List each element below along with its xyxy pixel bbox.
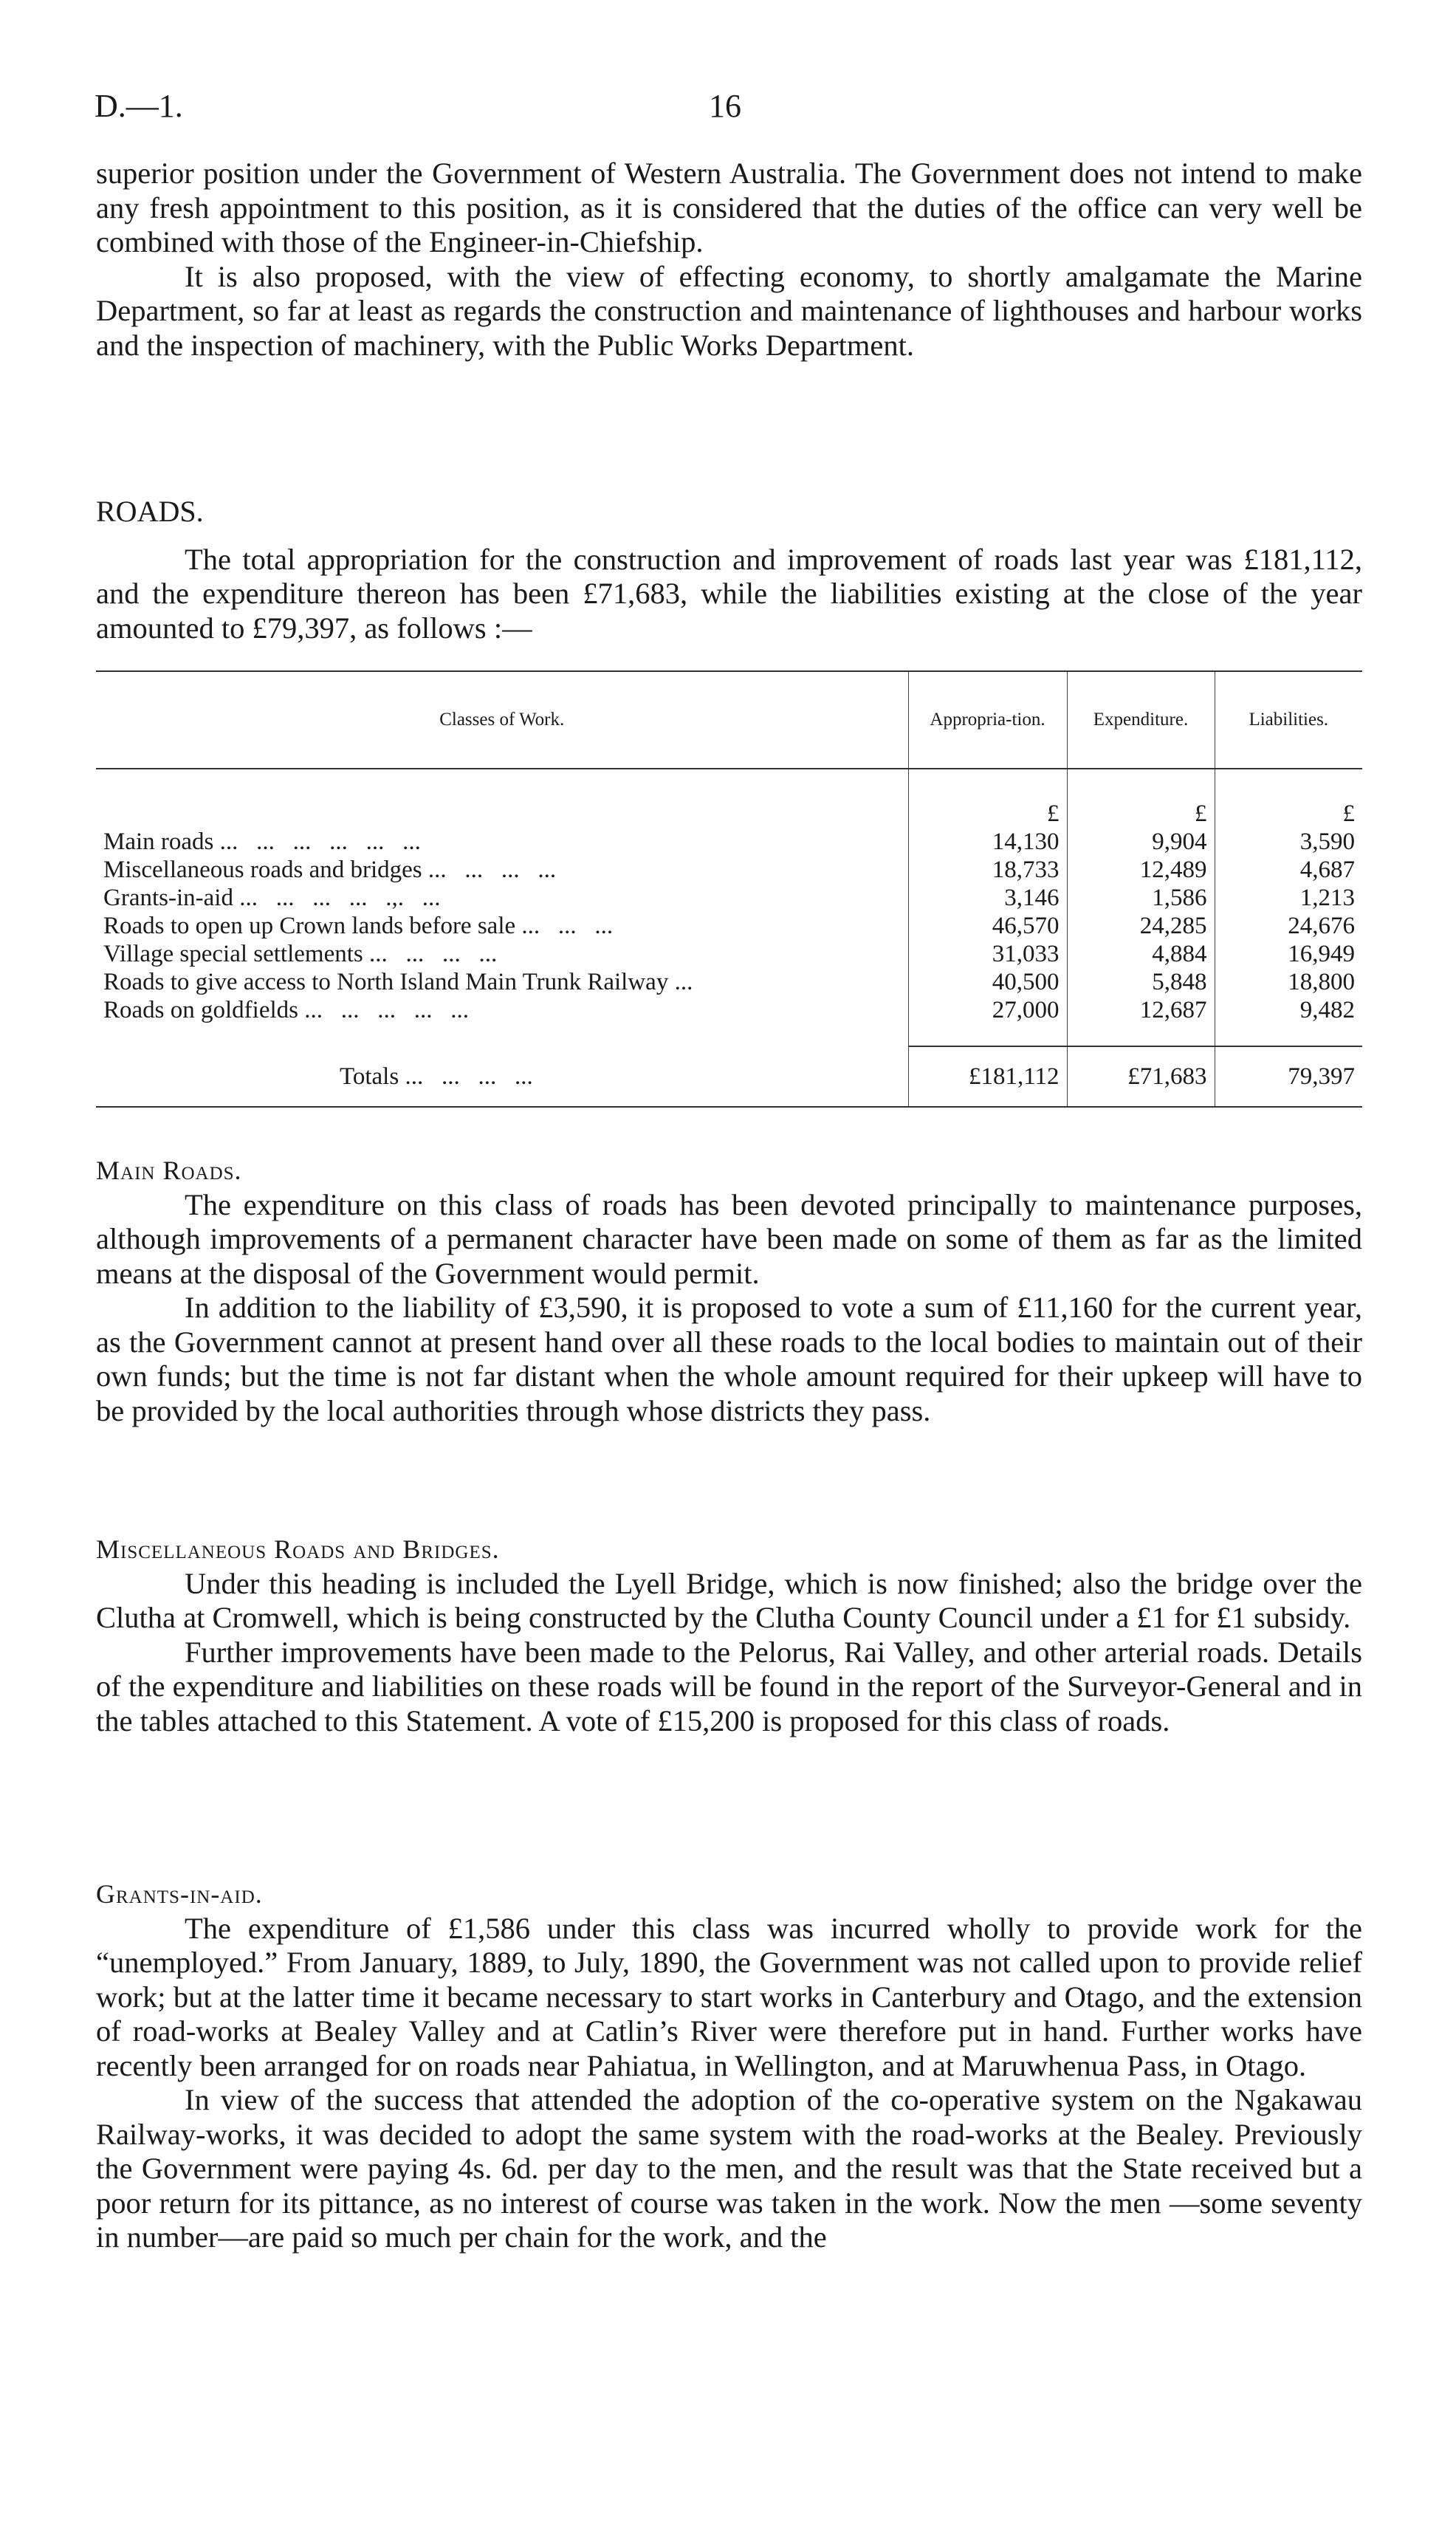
paragraph: The total appropriation for the construction and improvement of roads last year was £181,112, and the expenditure thereon has been £71,683, while the liabilities existing at the close of the year amounted to £79,397, as follows :— — [96, 542, 1362, 645]
paragraph: In view of the success that attended the adoption of the co-operative system on the Ngakawau Railway-works, it was decided to adopt the same system with the road-works at the Bealey. Previously the Government were paying 4s. 6d. per day to the men, and the result was that the State received but a poor return for its pittance, as no interest of course was taken in the work. Now the men —some seventy in number—are paid so much per chain for the work, and the — [96, 2083, 1362, 2254]
cell: 3,590 — [1215, 828, 1362, 856]
paragraph: The expenditure on this class of roads has been devoted principally to maintenance purposes, although improvements of a permanent character have been made on some of them as far as the limited means at the disposal of the Government would permit. — [96, 1187, 1362, 1290]
leader-dots: ... ... ... ... .,. ... — [239, 885, 441, 911]
section-heading-grants: Grants-in-aid. — [96, 1879, 263, 1909]
row-label: Main roads — [103, 828, 214, 855]
table-row — [96, 996, 1362, 1024]
unit-label: £ — [1067, 769, 1215, 828]
row-label: Roads on goldfields — [103, 997, 298, 1023]
page-number: 16 — [709, 88, 741, 124]
roads-section — [96, 495, 1362, 645]
cell: 16,949 — [1215, 940, 1362, 968]
column-header: Liabilities. — [1215, 671, 1362, 769]
leader-dots: ... ... ... ... — [427, 857, 557, 883]
cell: 24,285 — [1067, 912, 1215, 940]
column-header: Appropria-tion. — [908, 671, 1067, 769]
row-label: Miscellaneous roads and bridges — [103, 857, 422, 883]
unit-label: £ — [1215, 769, 1362, 828]
cell: 12,687 — [1067, 996, 1215, 1024]
section-heading-roads: ROADS. — [96, 495, 204, 528]
leader-dots: ... ... ... ... ... ... — [219, 828, 421, 855]
table-row — [96, 940, 1362, 968]
cell: 9,482 — [1215, 996, 1362, 1024]
cell: 9,904 — [1067, 828, 1215, 856]
table-row — [96, 828, 1362, 856]
totals-row — [96, 1046, 1362, 1107]
paragraph: Further improvements have been made to the Pelorus, Rai Valley, and other arterial roads. Details of the expenditure and liabilities on these roads will be found in the report of the Surveyor-General and in the tables attached to this Statement. A vote of £15,200 is proposed for this class of roads. — [96, 1635, 1362, 1737]
cell: 1,586 — [1067, 884, 1215, 912]
cell: 31,033 — [908, 940, 1067, 968]
leader-dots: ... ... ... ... ... — [304, 997, 469, 1023]
document-reference: D.—1. — [95, 88, 183, 124]
paragraph: Under this heading is included the Lyell Bridge, which is now finished; also the bridge over the Clutha at Cromwell, which is being constructed by the Clutha County Council under a £1 for £1 subsidy. — [96, 1566, 1362, 1634]
roads-table — [96, 670, 1362, 1108]
column-header: Expenditure. — [1067, 671, 1215, 769]
units-row — [96, 769, 1362, 828]
paragraph: In addition to the liability of £3,590, it is proposed to vote a sum of £11,160 for the current year, as the Government cannot at present hand over all these roads to the local bodies to maintain out of their own funds; but the time is not far distant when the whole amount required for their upkeep will have to be provided by the local authorities through whose districts they pass. — [96, 1291, 1362, 1427]
cell: 12,489 — [1067, 856, 1215, 884]
leader-dots: ... — [674, 969, 693, 995]
cell: 24,676 — [1215, 912, 1362, 940]
main-roads-section — [96, 1153, 1362, 1428]
totals-label: Totals — [340, 1063, 399, 1090]
intro-section — [96, 157, 1362, 363]
paragraph: superior position under the Government of Western Australia. The Government does not intend to make any fresh appointment to this position, as it is considered that the duties of the office can very well be combined with those of the Engineer-in-Chiefship. — [96, 157, 1362, 258]
leader-dots: ... ... ... — [521, 913, 614, 939]
row-label: Grants-in-aid — [103, 885, 233, 911]
cell: 46,570 — [908, 912, 1067, 940]
cell: 27,000 — [908, 996, 1067, 1024]
row-label: Roads to open up Crown lands before sale — [103, 913, 516, 939]
total-cell: 79,397 — [1215, 1046, 1362, 1107]
grants-section — [96, 1877, 1362, 2255]
leader-dots: ... ... ... ... — [369, 941, 498, 967]
table-header-row — [96, 671, 1362, 769]
total-cell: £71,683 — [1067, 1046, 1215, 1107]
misc-roads-section — [96, 1532, 1362, 1738]
unit-label: £ — [908, 769, 1067, 828]
cell: 3,146 — [908, 884, 1067, 912]
table-row — [96, 912, 1362, 940]
paragraph: It is also proposed, with the view of effecting economy, to shortly amalgamate the Marine Department, so far at least as regards the construction and maintenance of lighthouses and harbour works and the inspection of machinery, with the Public Works Department. — [96, 259, 1362, 362]
section-heading-misc-roads: Miscellaneous Roads and Bridges. — [96, 1534, 500, 1564]
section-heading-main-roads: Main Roads. — [96, 1156, 242, 1185]
column-header: Classes of Work. — [96, 671, 908, 769]
row-label: Village special settlements — [103, 941, 363, 967]
cell: 5,848 — [1067, 968, 1215, 996]
cell: 1,213 — [1215, 884, 1362, 912]
cell: 4,884 — [1067, 940, 1215, 968]
cell: 18,733 — [908, 856, 1067, 884]
table-row — [96, 884, 1362, 912]
cell: 4,687 — [1215, 856, 1362, 884]
table-row — [96, 968, 1362, 996]
total-cell: £181,112 — [908, 1046, 1067, 1107]
paragraph: The expenditure of £1,586 under this class was incurred wholly to provide work for the “unemployed.” From January, 1889, to July, 1890, the Government was not called upon to provide relief work; but at the latter time it became necessary to start works in Canterbury and Otago, and the extension of road-works at Bealey Valley and at Catlin’s River were therefore put in hand. Further works have recently been arranged for on roads near Pahiatua, in Wellington, and at Maruwhenua Pass, in Otago. — [96, 1911, 1362, 2082]
row-label: Roads to give access to North Island Main Trunk Railway — [103, 969, 669, 995]
table-row — [96, 856, 1362, 884]
cell: 18,800 — [1215, 968, 1362, 996]
leader-dots: ... ... ... ... — [405, 1063, 533, 1090]
cell: 40,500 — [908, 968, 1067, 996]
cell: 14,130 — [908, 828, 1067, 856]
